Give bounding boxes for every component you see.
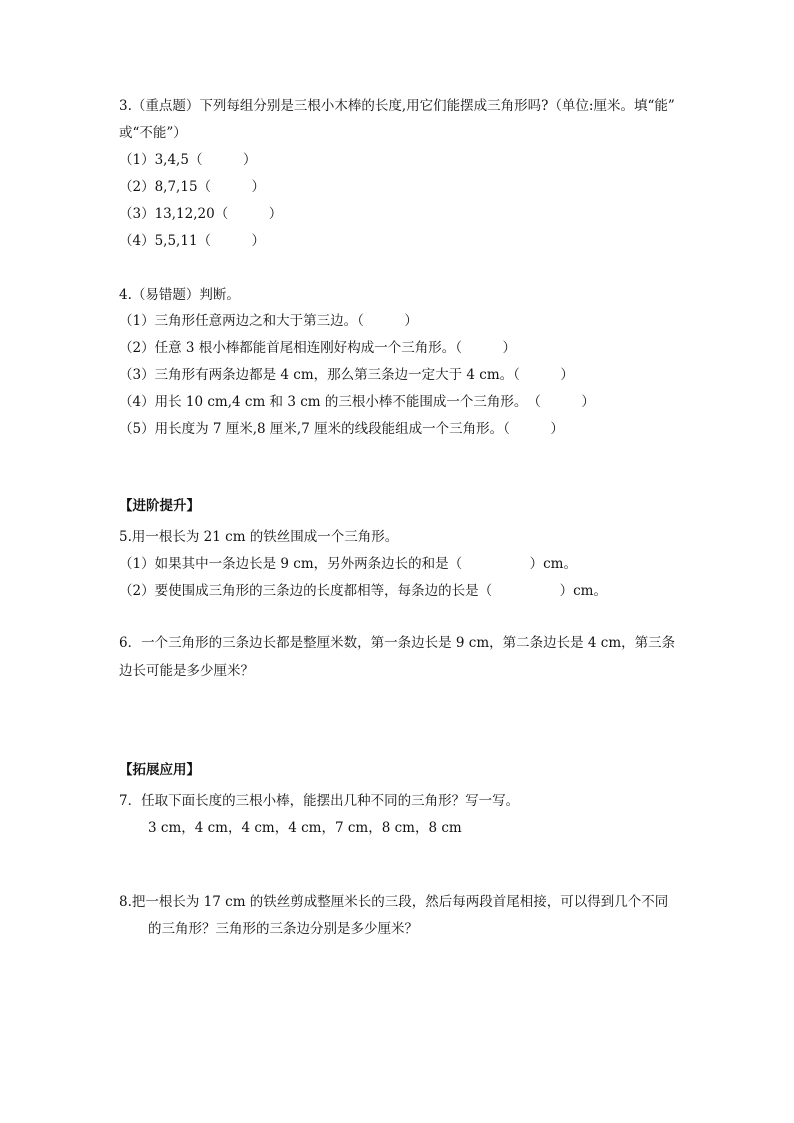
q3-title: 3.（重点题）下列每组分别是三根小木棒的长度,用它们能摆成三角形吗?（单位:厘米。填“能”: [119, 98, 675, 114]
q3-item-1: （1）3,4,5（ ）: [119, 152, 257, 168]
q4-item-3: （3）三角形有两条边都是 4 cm，那么第三条边一定大于 4 cm。（ ）: [119, 367, 574, 383]
q8-line-1: 8.把一根长为 17 cm 的铁丝剪成整厘米长的三段，然后每两段首尾相接，可以得到几个不同: [119, 894, 669, 910]
section-heading-extended: 【拓展应用】: [119, 762, 200, 778]
q4-item-5: （5）用长度为 7 厘米,8 厘米,7 厘米的线段能组成一个三角形。（ ）: [119, 421, 564, 437]
q7-title: 7．任取下面长度的三根小棒，能摆出几种不同的三角形？写一写。: [119, 793, 520, 809]
q6-line-2: 边长可能是多少厘米？: [119, 663, 254, 679]
q3-item-3: （3）13,12,20（ ）: [119, 206, 283, 222]
q8-line-2: 的三角形？三角形的三条边分别是多少厘米？: [148, 921, 418, 937]
q3-item-4: （4）5,5,11（ ）: [119, 233, 266, 249]
q3-title-cont: 或“不能”）: [119, 125, 187, 141]
q6-line-1: 6．一个三角形的三条边长都是整厘米数，第一条边长是 9 cm，第二条边长是 4 cm，第三条: [119, 635, 676, 651]
q3-item-2: （2）8,7,15（ ）: [119, 179, 266, 195]
q5-item-2: （2）要使围成三角形的三条边的长度都相等，每条边的长是（ ）cm。: [119, 583, 607, 599]
q4-item-4: （4）用长 10 cm,4 cm 和 3 cm 的三根小棒不能围成一个三角形。 （ ）: [119, 394, 595, 410]
q4-item-2: （2）任意 3 根小棒都能首尾相连刚好构成一个三角形。（ ）: [119, 340, 517, 356]
q4-item-1: （1）三角形任意两边之和大于第三边。（ ）: [119, 313, 418, 329]
q5-title: 5.用一根长为 21 cm 的铁丝围成一个三角形。: [119, 529, 399, 545]
q4-title: 4.（易错题）判断。: [119, 287, 240, 303]
q7-lengths: 3 cm，4 cm，4 cm，4 cm，7 cm，8 cm，8 cm: [148, 820, 462, 836]
section-heading-advanced: 【进阶提升】: [119, 498, 200, 514]
q5-item-1: （1）如果其中一条边长是 9 cm，另外两条边长的和是（ ）cm。: [119, 556, 577, 572]
